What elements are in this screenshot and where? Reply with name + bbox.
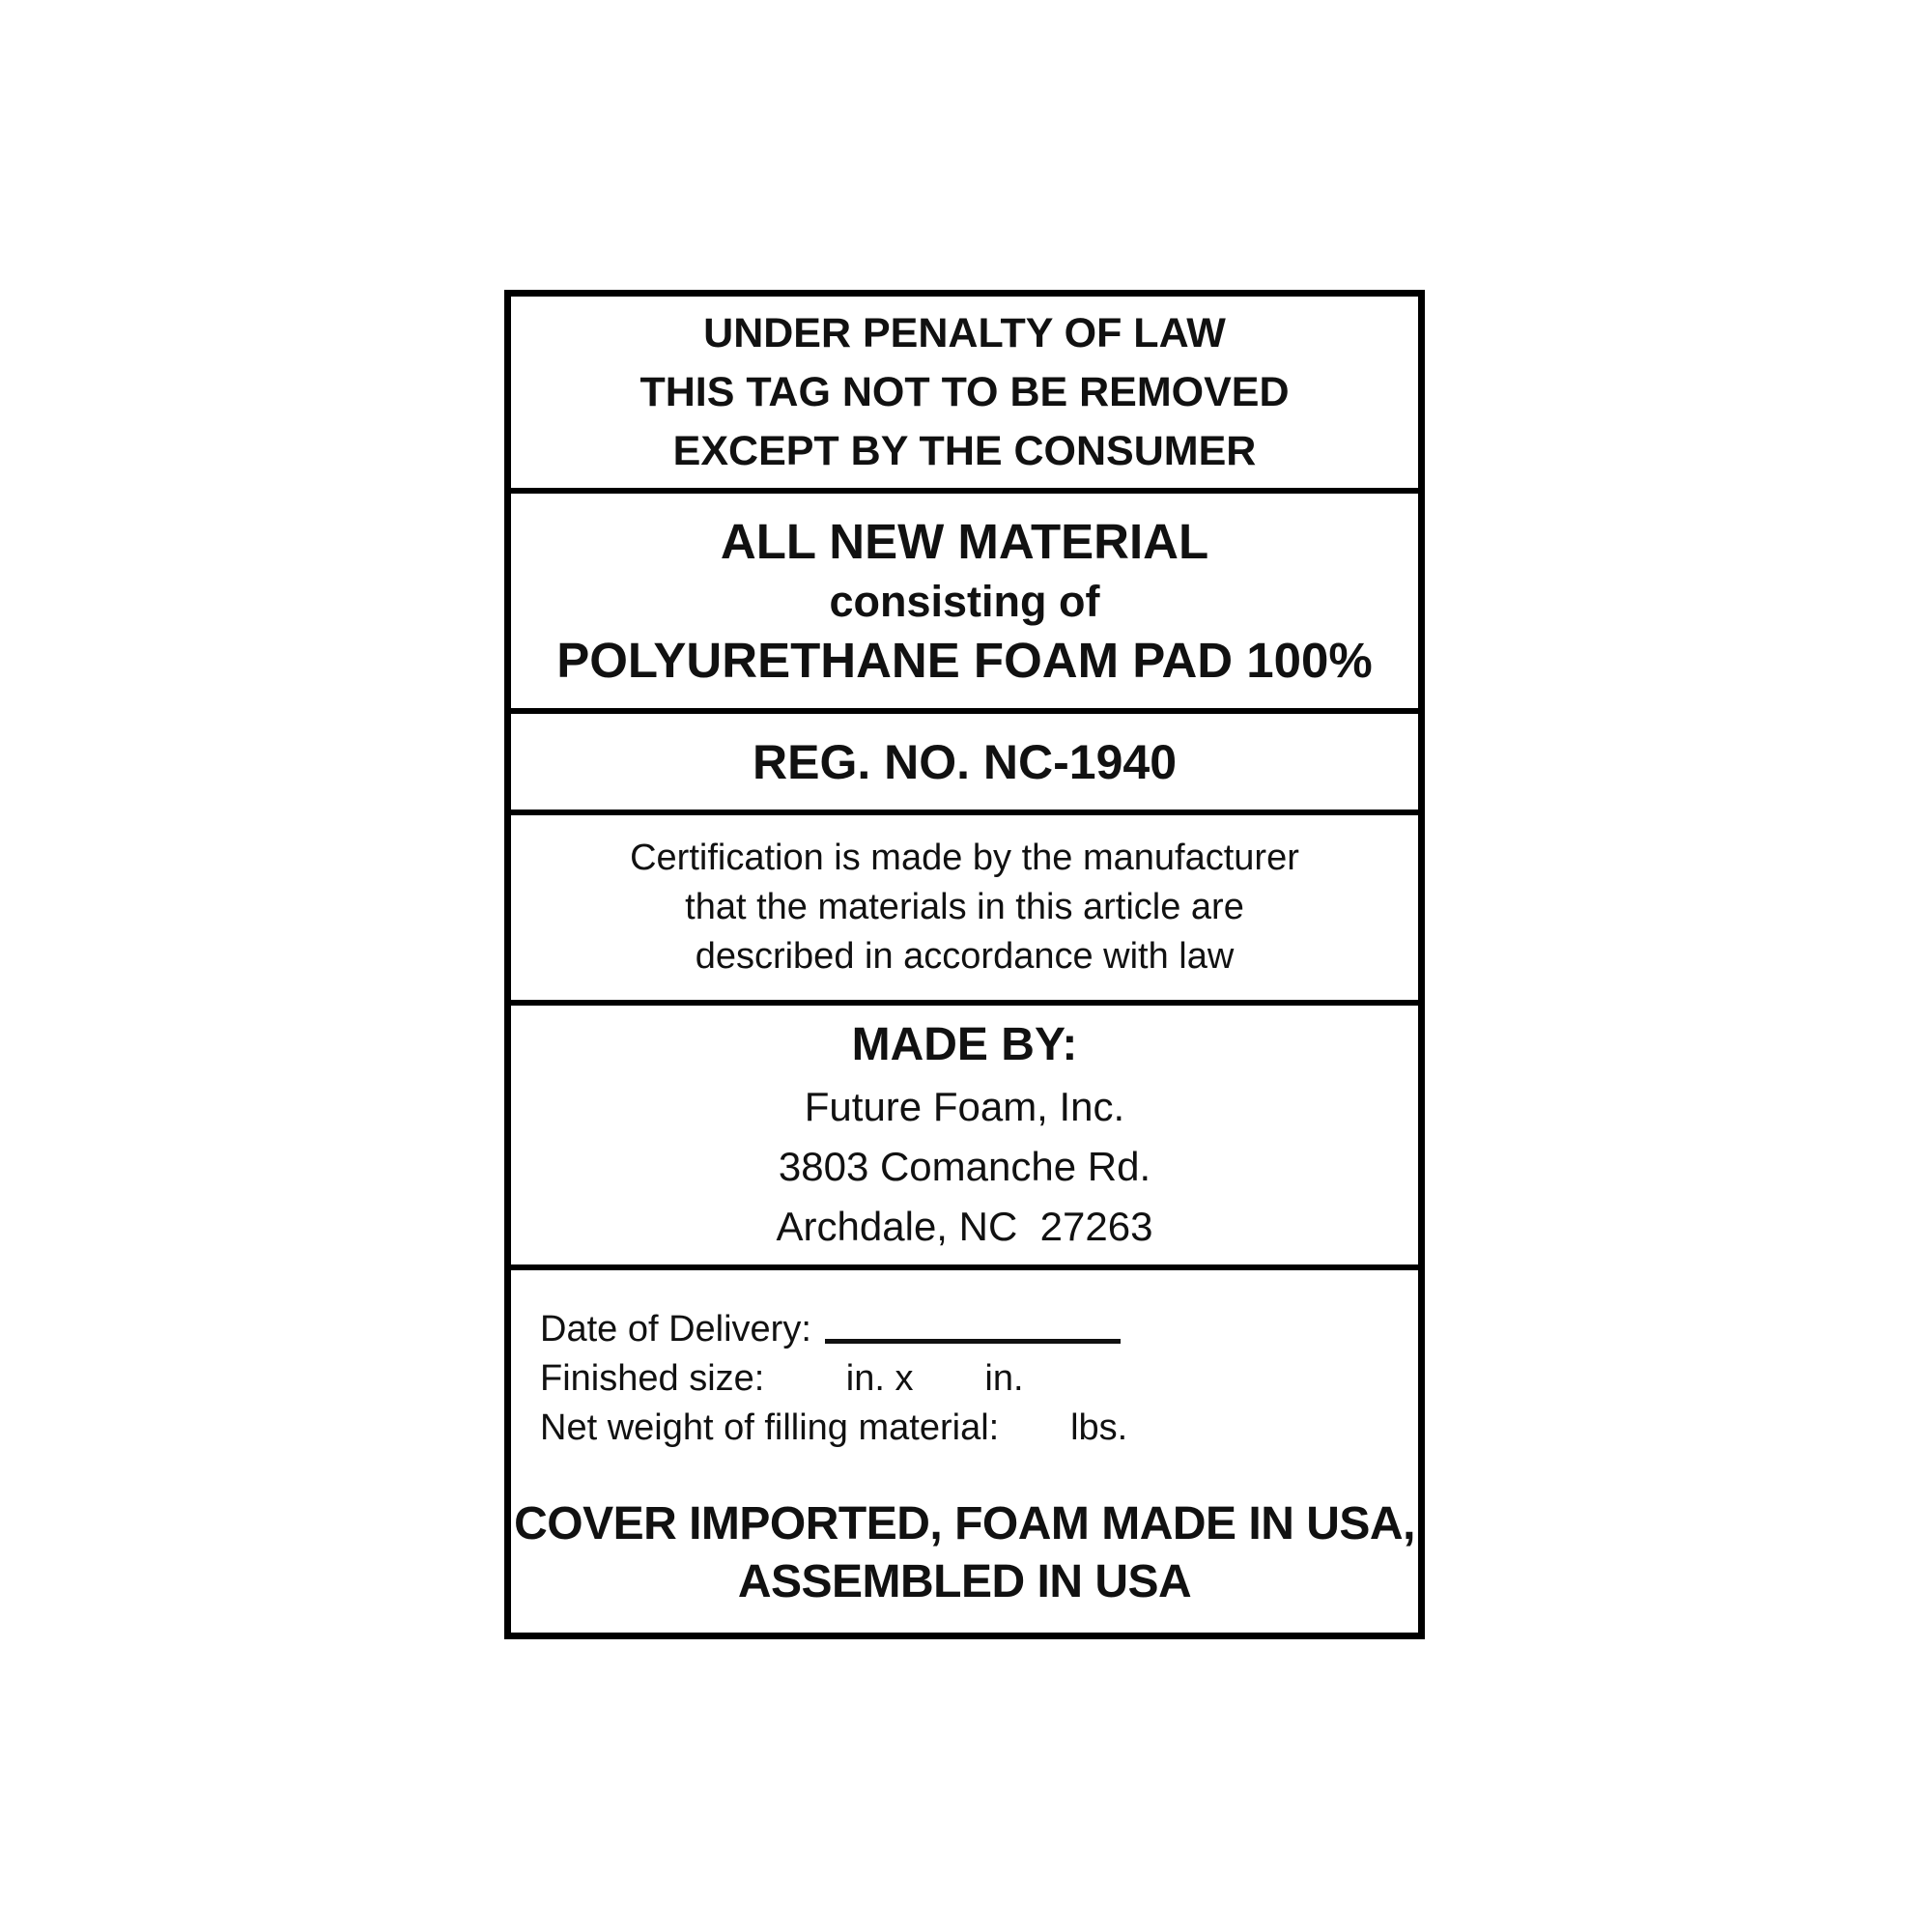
- finished-size-row: Finished size: in. x in.: [540, 1358, 1024, 1399]
- origin-line-1: COVER IMPORTED, FOAM MADE IN USA,: [514, 1498, 1415, 1549]
- law-label-tag: [504, 290, 1425, 1639]
- date-of-delivery-label: Date of Delivery:: [540, 1309, 811, 1350]
- certification-line-3: described in accordance with law: [695, 936, 1235, 977]
- consisting-of-subheading: consisting of: [829, 576, 1100, 626]
- certification-line-2: that the materials in this article are: [685, 887, 1244, 927]
- origin-statement: [511, 1495, 1418, 1617]
- net-weight-row: Net weight of filling material: lbs.: [540, 1407, 1128, 1448]
- manufacturer-name: Future Foam, Inc.: [804, 1084, 1125, 1129]
- penalty-notice-section: [511, 297, 1418, 494]
- registration-number: REG. NO. NC-1940: [752, 734, 1177, 789]
- certification-section: [511, 815, 1418, 1006]
- manufacturer-street: 3803 Comanche Rd.: [778, 1144, 1151, 1189]
- all-new-material-heading: ALL NEW MATERIAL: [720, 513, 1209, 569]
- date-of-delivery-blank-line: [825, 1329, 1121, 1344]
- material-contents-section: [511, 494, 1418, 714]
- certification-line-1: Certification is made by the manufacturer: [630, 838, 1299, 878]
- penalty-line-2: THIS TAG NOT TO BE REMOVED: [639, 368, 1290, 415]
- manufacturer-city-state-zip: Archdale, NC 27263: [776, 1204, 1153, 1249]
- material-description: POLYURETHANE FOAM PAD 100%: [556, 632, 1373, 688]
- date-of-delivery-row: [511, 1305, 1418, 1354]
- penalty-line-1: UNDER PENALTY OF LAW: [703, 309, 1226, 356]
- made-by-heading: MADE BY:: [851, 1019, 1078, 1070]
- details-section: [511, 1270, 1418, 1633]
- origin-line-2: ASSEMBLED IN USA: [737, 1556, 1192, 1607]
- registration-number-section: [511, 714, 1418, 815]
- made-by-section: [511, 1006, 1418, 1270]
- penalty-line-3: EXCEPT BY THE CONSUMER: [672, 427, 1257, 474]
